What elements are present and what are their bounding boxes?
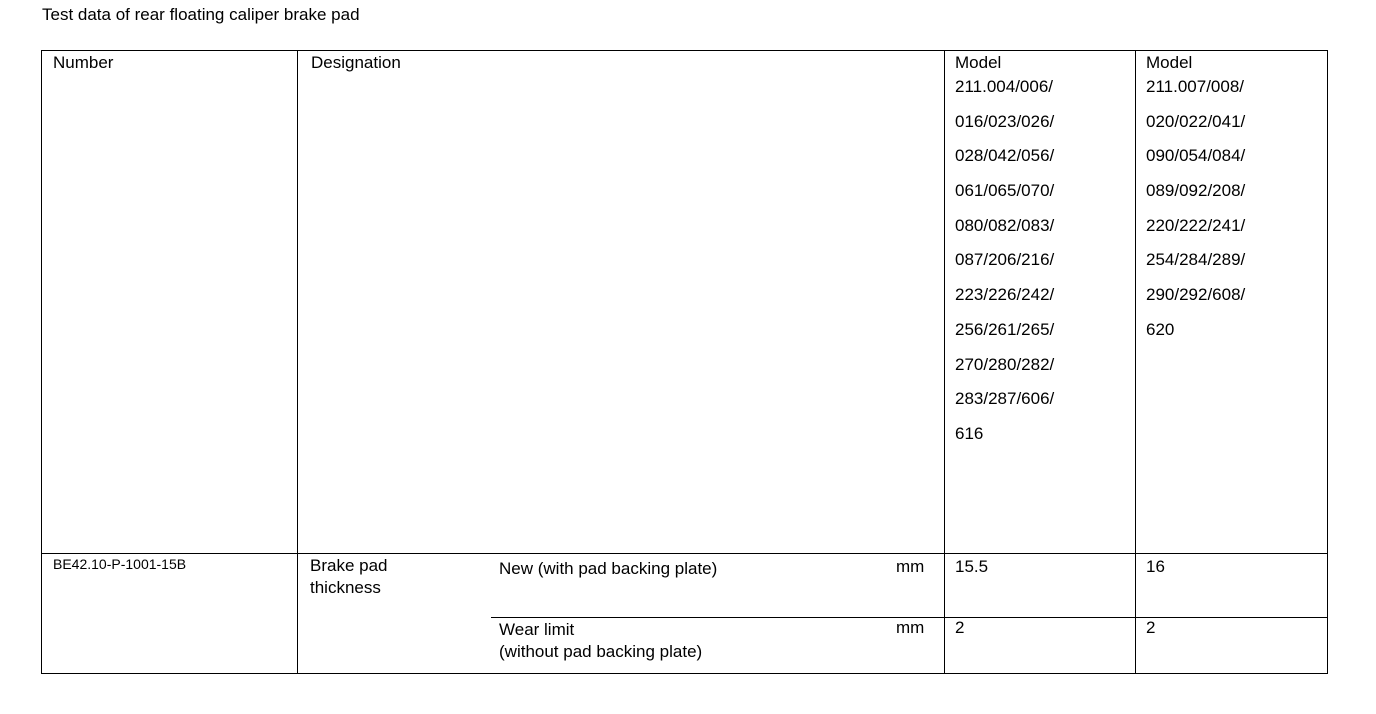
sub-row-new-unit: mm [896,557,925,576]
table-border-right [1327,50,1328,674]
sub-row-wear-model-a-value: 2 [955,618,965,637]
model-code: 087/206/216/ [955,250,1055,270]
model-code: 283/287/606/ [955,389,1055,409]
column-divider-number [297,50,298,674]
sub-row-new-model-a-value: 15.5 [955,557,989,576]
sub-row-new-label: New (with pad backing plate) [499,559,718,578]
row-number: BE42.10-P-1001-15B [53,556,187,572]
model-code: 254/284/289/ [1146,250,1246,270]
header-model-a-label: Model [955,53,1002,72]
model-code: 016/023/026/ [955,111,1055,131]
model-code: 028/042/056/ [955,146,1055,166]
test-data-table [41,50,1328,674]
header-designation: Designation [311,53,401,72]
model-code: 270/280/282/ [955,354,1055,374]
model-code: 256/261/265/ [955,319,1055,339]
model-code: 211.004/006/ [955,77,1053,96]
model-code: 061/065/070/ [955,181,1055,201]
model-code: 616 [955,423,984,443]
sub-row-wear-label-line2: (without pad backing plate) [499,642,703,661]
model-code: 089/092/208/ [1146,181,1246,201]
sub-row-wear-unit: mm [896,618,925,637]
model-code: 020/022/041/ [1146,111,1246,131]
model-code: 290/292/608/ [1146,285,1246,305]
model-a-code-list [955,76,1054,458]
model-code: 220/222/241/ [1146,215,1246,235]
header-number: Number [53,53,114,72]
model-code: 080/082/083/ [955,215,1055,235]
row-designation-line1: Brake pad [310,556,388,575]
model-code: 090/054/084/ [1146,146,1246,166]
page-title: Test data of rear floating caliper brake pad [42,5,360,24]
column-divider-designation [944,50,945,674]
model-code: 211.007/008/ [1146,77,1244,96]
column-divider-model [1135,50,1136,674]
sub-row-new-model-b-value: 16 [1146,557,1165,576]
model-code: 620 [1146,319,1175,339]
sub-row-wear-label-line1: Wear limit [499,620,575,639]
table-border-left [41,50,42,674]
model-code: 223/226/242/ [955,285,1055,305]
header-model-b-label: Model [1146,53,1193,72]
row-designation-line2: thickness [310,578,381,597]
model-b-code-list [1146,76,1245,354]
sub-row-wear-model-b-value: 2 [1146,618,1156,637]
